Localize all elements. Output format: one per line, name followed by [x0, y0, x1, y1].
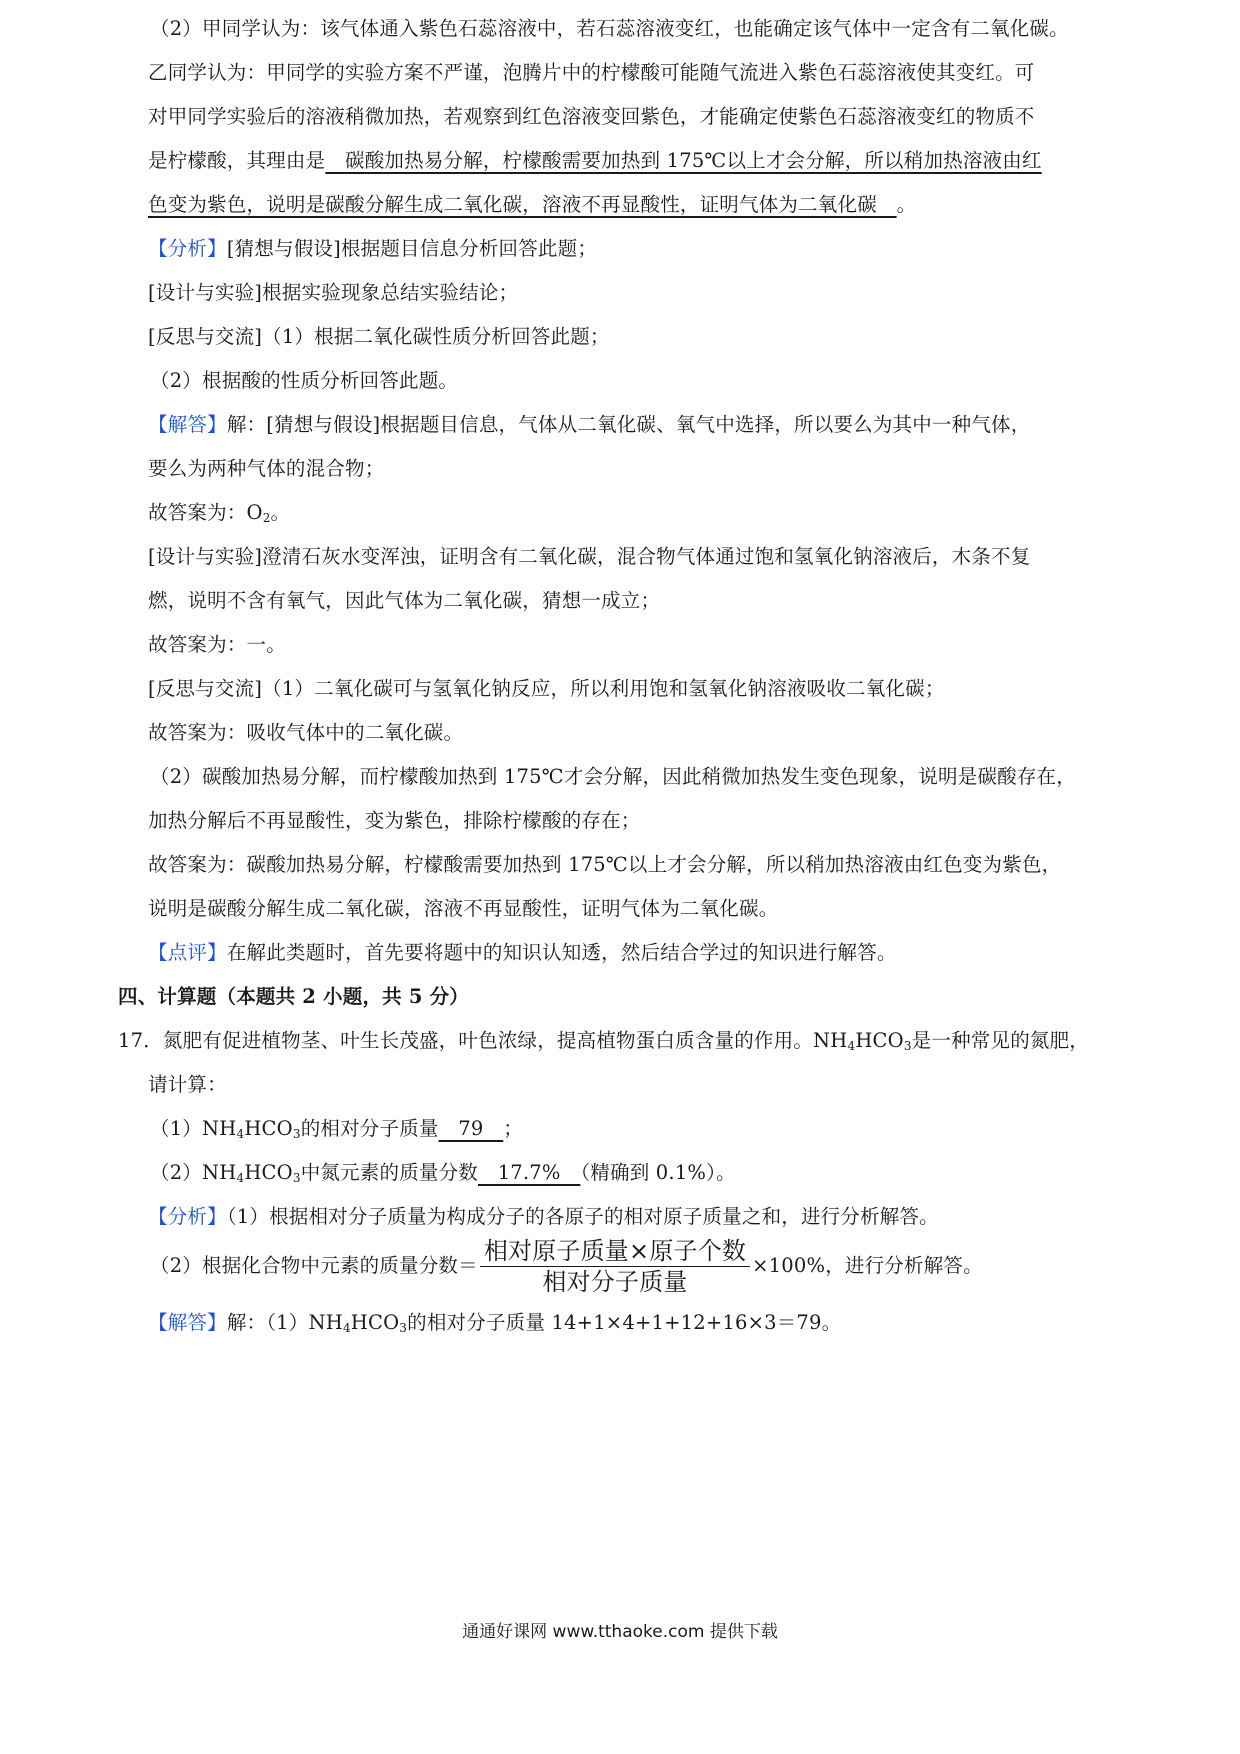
analysis-tag: 【分析】 — [148, 1205, 227, 1228]
paragraph-line: 故答案为：一。 — [148, 633, 286, 656]
line-text: ×100%，进行分析解答。 — [752, 1254, 983, 1277]
line-text: HCO — [350, 1311, 400, 1334]
subscript: 3 — [399, 1321, 408, 1335]
line-text: 。 — [896, 193, 917, 216]
section-heading: 四、计算题（本题共 2 小题，共 5 分） — [118, 985, 469, 1008]
answer-blank: 色变为紫色，说明是碳酸分解生成二氧化碳，溶液不再显酸性，证明气体为二氧化碳 — [148, 193, 897, 216]
subscript: 2 — [262, 511, 271, 525]
paragraph-line: 对甲同学实验后的溶液稍微加热，若观察到红色溶液变回紫色，才能确定使紫色石蕊溶液变红的物质不 — [148, 105, 1035, 128]
formula-line — [150, 1236, 1140, 1297]
question-line — [150, 1114, 1140, 1144]
line-text: 的相对分子质量 14+1×4+1+12+16×3＝79。 — [407, 1311, 842, 1334]
subscript: 4 — [236, 1127, 245, 1141]
paragraph-line: 说明是碳酸分解生成二氧化碳，溶液不再显酸性，证明气体为二氧化碳。 — [148, 897, 779, 920]
paragraph-line: [反思与交流]（1）根据二氧化碳性质分析回答此题； — [148, 325, 610, 348]
line-text: 是柠檬酸，其理由是 — [148, 149, 326, 172]
subscript: 4 — [236, 1171, 245, 1185]
subscript: 3 — [292, 1127, 301, 1141]
line-text: （1）根据相对分子质量为构成分子的各原子的相对原子质量之和，进行分析解答。 — [226, 1205, 939, 1228]
formula-denominator: 相对分子质量 — [542, 1268, 688, 1296]
line-text: （精确到 0.1%）。 — [580, 1161, 736, 1184]
subscript: 4 — [847, 1039, 856, 1053]
line-text: 中氮元素的质量分数 — [300, 1161, 478, 1184]
line-text: 是一种常见的氮肥， — [911, 1029, 1089, 1052]
line-text: 故答案为：O — [148, 501, 263, 524]
question-line — [118, 1026, 1108, 1056]
line-text: ； — [503, 1117, 523, 1140]
paragraph-line: 加热分解后不再显酸性，变为紫色，排除柠檬酸的存在； — [148, 809, 641, 832]
subscript: 3 — [903, 1039, 912, 1053]
line-text: （1）NH — [150, 1117, 237, 1140]
paragraph-line: [设计与实验]根据实验现象总结实验结论； — [148, 281, 519, 304]
paragraph-line: （2）碳酸加热易分解，而柠檬酸加热到 175℃才会分解，因此稍微加热发生变色现象，说明是碳酸存在， — [150, 765, 1076, 788]
paragraph-line: 燃，说明不含有氧气，因此气体为二氧化碳，猜想一成立； — [148, 589, 661, 612]
subscript: 4 — [342, 1321, 351, 1335]
paragraph-line — [148, 190, 1138, 220]
solution-line — [148, 1308, 1138, 1338]
answer-blank: 17.7% — [478, 1161, 581, 1184]
paragraph-line: [设计与实验]澄清石灰水变浑浊，证明含有二氧化碳，混合物气体通过饱和氢氧化钠溶液后，木条不复 — [148, 545, 1031, 568]
line-text: HCO — [244, 1117, 293, 1140]
paragraph-line: （2）甲同学认为：该气体通入紫色石蕊溶液中，若石蕊溶液变红，也能确定该气体中一定含有二氧化碳。 — [150, 17, 1069, 40]
line-text: （2）根据化合物中元素的质量分数＝ — [150, 1254, 478, 1277]
solution-tag: 【解答】 — [148, 1311, 227, 1334]
analysis-line — [148, 234, 1138, 264]
paragraph-line: 要么为两种气体的混合物； — [148, 457, 385, 480]
comment-line — [148, 938, 1138, 968]
paragraph-line: 请计算： — [148, 1073, 227, 1096]
mass-fraction-formula — [480, 1236, 750, 1297]
paragraph-line — [148, 498, 1138, 528]
solution-tag: 【解答】 — [148, 413, 227, 436]
analysis-tag: 【分析】 — [148, 237, 227, 260]
line-text: [猜想与假设]根据题目信息分析回答此题； — [226, 237, 598, 260]
answer-blank: 79 — [438, 1117, 504, 1140]
analysis-line — [148, 1202, 1138, 1232]
comment-tag: 【点评】 — [148, 941, 227, 964]
line-text: 17．氮肥有促进植物茎、叶生长茂盛，叶色浓绿，提高植物蛋白质含量的作用。NH — [118, 1029, 848, 1052]
line-text: （2）NH — [150, 1161, 237, 1184]
solution-line — [148, 410, 1138, 440]
paragraph-line: 故答案为：吸收气体中的二氧化碳。 — [148, 721, 464, 744]
line-text: 的相对分子质量 — [300, 1117, 439, 1140]
page-footer: 通通好课网 www.tthaoke.com 提供下载 — [462, 1622, 778, 1642]
line-text: 解：（1）NH — [226, 1311, 343, 1334]
paragraph-line: （2）根据酸的性质分析回答此题。 — [150, 369, 459, 392]
subscript: 3 — [292, 1171, 301, 1185]
line-text: 解：[猜想与假设]根据题目信息，气体从二氧化碳、氧气中选择，所以要么为其中一种气体， — [226, 413, 1031, 436]
paragraph-line: [反思与交流]（1）二氧化碳可与氢氧化钠反应，所以利用饱和氢氧化钠溶液吸收二氧化碳； — [148, 677, 945, 700]
question-line — [150, 1158, 1140, 1188]
answer-blank: 碳酸加热易分解，柠檬酸需要加热到 175℃以上才会分解，所以稍加热溶液由红 — [325, 149, 1042, 172]
paragraph-line — [148, 146, 1138, 176]
line-text: HCO — [855, 1029, 904, 1052]
line-text: 。 — [270, 501, 291, 524]
formula-numerator: 相对原子质量×原子个数 — [480, 1236, 750, 1267]
paragraph-line: 故答案为：碳酸加热易分解，柠檬酸需要加热到 175℃以上才会分解，所以稍加热溶液由红色变为紫色， — [148, 853, 1062, 876]
line-text: HCO — [244, 1161, 293, 1184]
line-text: 在解此类题时，首先要将题中的知识认知透，然后结合学过的知识进行解答。 — [226, 941, 897, 964]
paragraph-line: 乙同学认为：甲同学的实验方案不严谨，泡腾片中的柠檬酸可能随气流进入紫色石蕊溶液使其变红。可 — [148, 61, 1035, 84]
